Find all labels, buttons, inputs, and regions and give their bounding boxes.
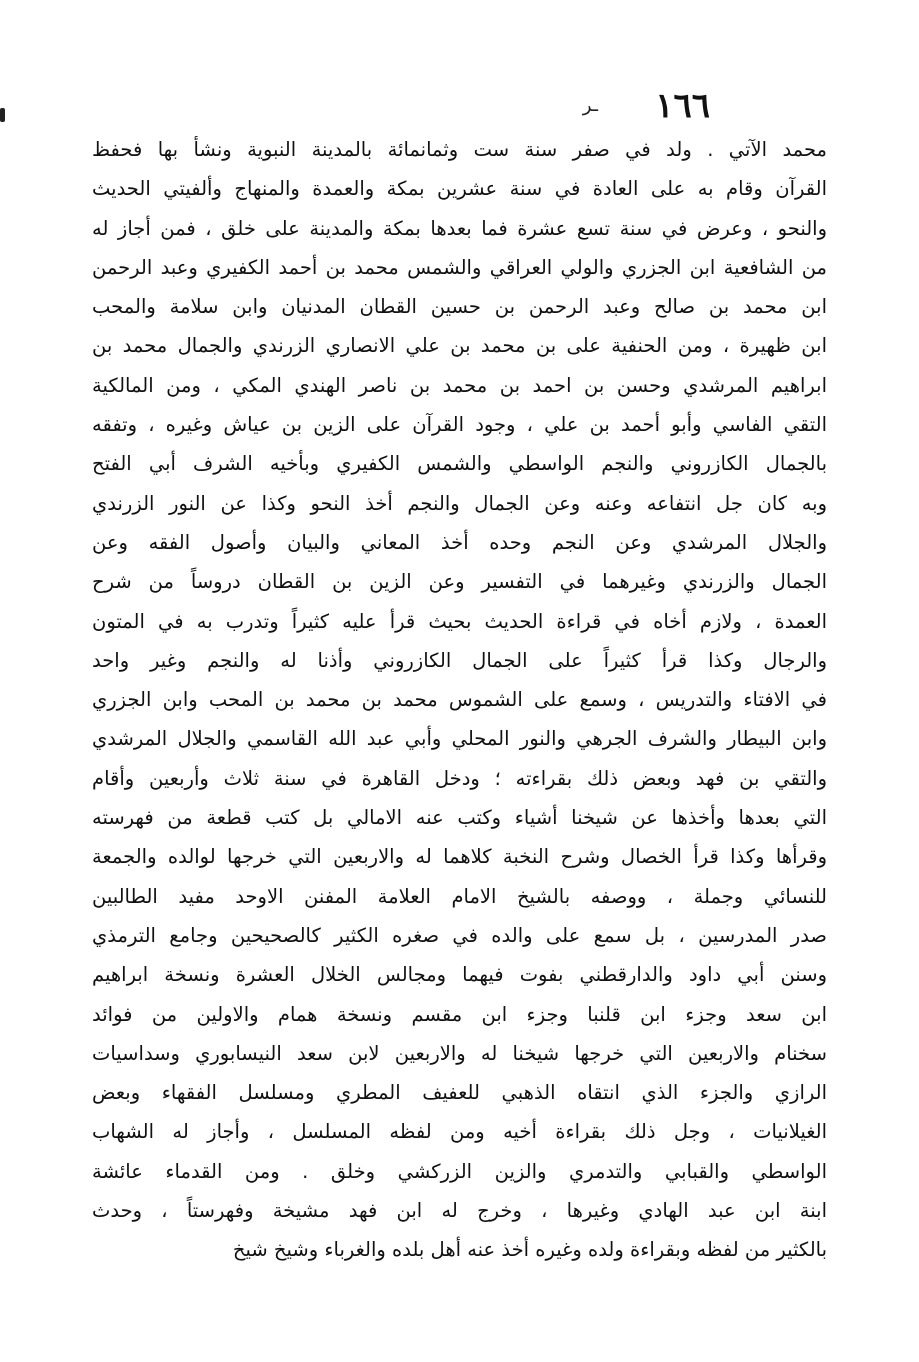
text-line: سخنام والاربعين التي خرجها شيخنا له والاربعين لابن سعد النيسابوري وسداسيات xyxy=(92,1041,827,1065)
text-line: ابراهيم المرشدي وحسن بن احمد بن محمد بن ناصر الهندي المكي ، ومن المالكية xyxy=(92,373,827,397)
text-line: وسنن أبي داود والدارقطني بفوت فيهما ومجالس الخلال العشرة ونسخة ابراهيم xyxy=(92,963,827,987)
text-line: والجلال المرشدي وعن النجم وحده أخذ المعاني والبيان وأصول الفقه وعن xyxy=(92,530,827,554)
text-line: والنحو ، وعرض في سنة تسع عشرة فما بعدها بمكة والمدينة على خلق ، فمن أجاز له xyxy=(92,216,827,240)
scan-edge-mark xyxy=(0,108,5,122)
text-line: وقرأها وكذا قرأ الخصال وشرح النخبة كلاهما له والاربعين التي خرجها لوالده والجمعة xyxy=(92,845,827,869)
text-line: في الافتاء والتدريس ، وسمع على الشموس محمد بن محمد بن المحب وابن الجزري xyxy=(92,688,827,712)
text-line: من الشافعية ابن الجزري والولي العراقي والشمس محمد بن أحمد الكفيري وعبد الرحمن xyxy=(92,255,827,279)
text-line: الجمال والزرندي وغيرهما في التفسير وعن الزين بن القطان دروساً من شرح xyxy=(92,570,827,594)
page-number: ١٦٦ xyxy=(655,86,710,126)
text-line: التقي الفاسي وأبو أحمد بن علي ، وجود القرآن على الزين بن عياش وغيره ، وتفقه xyxy=(92,413,827,437)
text-line: الغيلانيات ، وجل ذلك بقراءة أخيه ومن لفظه المسلسل ، وأجاز له الشهاب xyxy=(92,1120,827,1144)
text-line: للنسائي وجملة ، ووصفه بالشيخ الامام العلامة المفنن الاوحد مفيد الطالبين xyxy=(92,884,827,908)
text-line: الواسطي والقبابي والتدمري والزين الزركشي وخلق . ومن القدماء عائشة xyxy=(92,1159,827,1183)
text-line: ابنة ابن عبد الهادي وغيرها ، وخرج له ابن فهد مشيخة وفهرستاً ، وحدث xyxy=(92,1199,827,1223)
body-text xyxy=(92,130,827,1270)
header-mark: ـر xyxy=(582,95,598,116)
text-line: وابن البيطار والشرف الجرهي والنور المحلي وأبي عبد الله القاسمي والجلال المرشدي xyxy=(92,727,827,751)
text-line: ابن محمد بن صالح وعبد الرحمن بن حسين القطان المدنيان وابن سلامة والمحب xyxy=(92,295,827,319)
text-line: صدر المدرسين ، بل سمع على والده في صغره الكثير كالصحيحين وجامع الترمذي xyxy=(92,923,827,947)
text-line: ابن سعد وجزء ابن قلنبا وجزء ابن مقسم ونسخة همام والاولين من فوائد xyxy=(92,1002,827,1026)
text-line: وبه كان جل انتفاعه وعنه وعن الجمال والنجم أخذ النحو وكذا عن النور الزرندي xyxy=(92,491,827,515)
text-line: العمدة ، ولازم أخاه في قراءة الحديث بحيث قرأ عليه كثيراً وتدرب به في المتون xyxy=(92,609,827,633)
text-line: بالكثير من لفظه وبقراءة ولده وغيره أخذ عنه أهل بلده والغرباء وشيخ شيخ xyxy=(232,1238,827,1262)
text-line: محمد الآتي . ولد في صفر سنة ست وثمانمائة بالمدينة النبوية ونشأ بها فحفظ xyxy=(92,138,827,161)
text-line: بالجمال الكازروني والنجم الواسطي والشمس الكفيري وبأخيه الشرف أبي الفتح xyxy=(92,452,827,476)
text-line: القرآن وقام به على العادة في سنة عشرين بمكة والعمدة والمنهاج وألفيتي الحديث xyxy=(92,177,827,201)
text-line: والرجال وكذا قرأ كثيراً على الجمال الكازروني وأذنا له والنجم وغير واحد xyxy=(92,648,827,672)
text-line: والتقي بن فهد وبعض ذلك بقراءته ؛ ودخل القاهرة في سنة ثلاث وأربعين وأقام xyxy=(92,766,827,790)
page-header xyxy=(540,86,710,130)
text-line: التي بعدها وأخذها عن شيخنا أشياء وكتب عنه الامالي بل كتب قطعة من فهرسته xyxy=(92,806,827,830)
text-line: ابن ظهيرة ، ومن الحنفية على بن محمد بن علي الانصاري الزرندي والجمال محمد بن xyxy=(92,334,827,358)
text-line: الرازي والجزء الذي انتقاه الذهبي للعفيف المطري ومسلسل الفقهاء وبعض xyxy=(92,1081,827,1105)
